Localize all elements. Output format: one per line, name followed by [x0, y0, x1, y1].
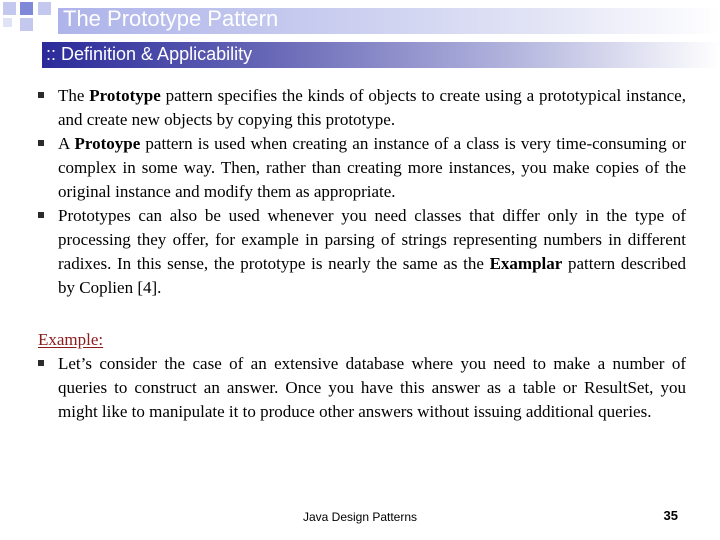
bullet-square-icon: [38, 140, 44, 146]
bold-term: Prototype: [89, 86, 161, 105]
slide-subtitle: :: Definition & Applicability: [46, 44, 253, 64]
bullet-text: The: [58, 86, 90, 105]
bullet-item: [38, 84, 686, 132]
footer-text: Java Design Patterns: [302, 510, 418, 524]
definition-bullets: [38, 84, 686, 300]
bullet-square-icon: [38, 92, 44, 98]
bullet-item: [38, 204, 686, 300]
bullet-square-icon: [38, 212, 44, 218]
bullet-text: pattern described by Coplien [4].: [58, 254, 686, 297]
bold-term: Examplar: [489, 254, 563, 273]
bullet-item: [38, 352, 686, 424]
bullet-text: pattern is used when creating an instance of a class is very time-consuming or complex in some way. Then, rather than creating more instances, you make copies of the original instance and modify them as appropriate.: [58, 134, 686, 201]
bullet-text: pattern specifies the kinds of objects to create using a prototypical instance, and create new objects by copying this prototype.: [58, 86, 686, 129]
bullet-square-icon: [38, 360, 44, 366]
bullet-text: Let’s consider the case of an extensive database where you need to make a number of queries to construct an answer. Once you have this answer as a table or ResultSet, you might like to manipulate it to produce other answers without issuing additional queries.: [58, 354, 686, 421]
slide-content: [38, 84, 686, 424]
bullet-item: [38, 132, 686, 204]
bullet-text: Prototypes can also be used whenever you need classes that differ only in the type of processing they offer, for example in parsing of strings representing numbers in different radixes. In this sense, the prototype is nearly the same as the: [58, 206, 686, 273]
slide-title: The Prototype Pattern: [63, 6, 279, 31]
bullet-text: A: [58, 134, 75, 153]
example-heading: Example:: [38, 330, 104, 349]
decorative-squares: [0, 0, 60, 44]
page-number: 35: [663, 508, 678, 523]
example-bullets: [38, 352, 686, 424]
bold-term: Protoype: [74, 134, 141, 153]
